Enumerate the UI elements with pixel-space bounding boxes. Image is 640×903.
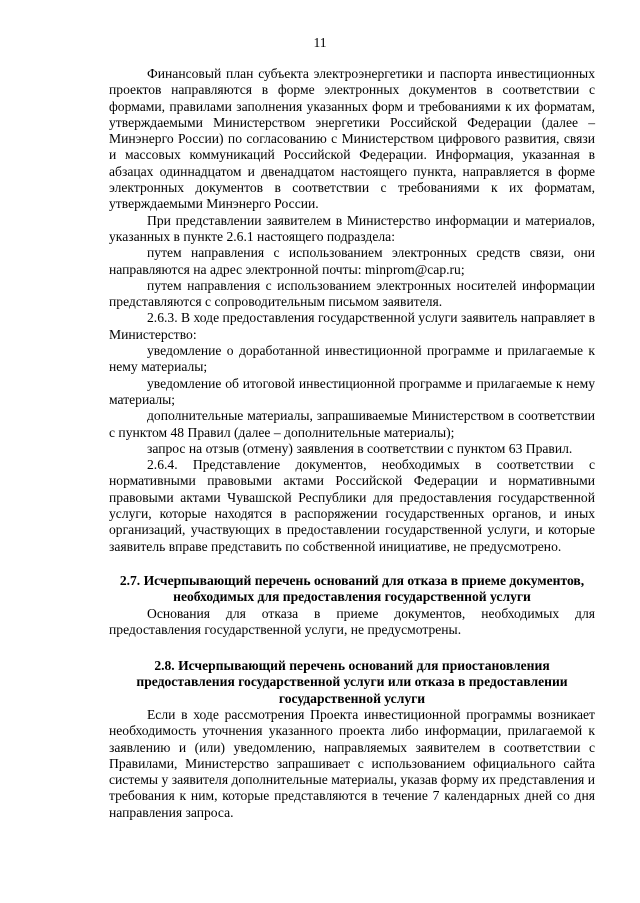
paragraph-email: путем направления с использованием электронных средств связи, они направляются на адрес электронной почты: minprom@cap.ru;: [109, 245, 595, 277]
paragraph-2-6-4: 2.6.4. Представление документов, необходимых в соответствии с нормативными правовыми актами Российской Федерации и нормативными правовыми актами Чувашской Республики для предоставления государственной услуги, которые находятся в распоряжении государственных органов, и иных организаций, участвующих в предоставлении государственной услуги, и которые заявитель вправе представить по собственной инициативе, не предусмотрено.: [109, 457, 595, 554]
paragraph-revised-program: уведомление о доработанной инвестиционной программе и прилагаемые к нему материалы;: [109, 343, 595, 375]
paragraph-final-program: уведомление об итоговой инвестиционной программе и прилагаемые к нему материалы;: [109, 375, 595, 407]
document-body: [109, 66, 595, 821]
paragraph-financial-plan: Финансовый план субъекта электроэнергетики и паспорта инвестиционных проектов направляются в форме электронных документов в соответствии с формами, правилами заполнения указанных форм и требованиями к их форматам, утверждаемыми Министерством энергетики Российской Федерации (далее – Минэнерго России) по согласованию с Министерством цифрового развития, связи и массовых коммуникаций Российской Федерации. Информация, указанная в абзацах одиннадцатом и двенадцатом настоящего пункта, направляется в форме электронных документов в соответствии с требованиями к их форматам, утверждаемыми Минэнерго России.: [109, 66, 595, 212]
paragraph-media: путем направления с использованием электронных носителей информации представляются с сопроводительным письмом заявителя.: [109, 277, 595, 310]
section-2-7-text: Основания для отказа в приеме документов, необходимых для предоставления государственной услуги, не предусмотрены.: [109, 605, 595, 637]
section-2-8-heading: 2.8. Исчерпывающий перечень оснований для приостановления предоставления государственной услуги или отказа в предоставлении государственной услуги: [136, 658, 568, 706]
section-2-7-heading: 2.7. Исчерпывающий перечень оснований для отказа в приеме документов, необходимых для предоставления государственной услуги: [119, 572, 585, 605]
paragraph-withdrawal-request: запрос на отзыв (отмену) заявления в соответствии с пунктом 63 Правил.: [147, 440, 573, 456]
section-2-8-text: Если в ходе рассмотрения Проекта инвестиционной программы возникает необходимость уточнения указанного проекта либо информации, прилагаемой к заявлению и (или) уведомлению, направляемых заявителем в соответствии с Правилами, Министерство запрашивает с использованием официального сайта системы у заявителя дополнительные материалы, указав форму их представления и требования к ним, которые представляются в течение 7 календарных дней со дня направления запроса.: [109, 706, 595, 820]
page-number: 11: [313, 35, 327, 50]
paragraph-submission: При представлении заявителем в Министерство информации и материалов, указанных в пункте 2.6.1 настоящего подраздела:: [109, 212, 595, 244]
paragraph-2-6-3: 2.6.3. В ходе предоставления государственной услуги заявитель направляет в Министерство:: [109, 310, 595, 342]
paragraph-additional-materials: дополнительные материалы, запрашиваемые Министерством в соответствии с пунктом 48 Правил (далее – дополнительные материалы);: [109, 408, 595, 440]
